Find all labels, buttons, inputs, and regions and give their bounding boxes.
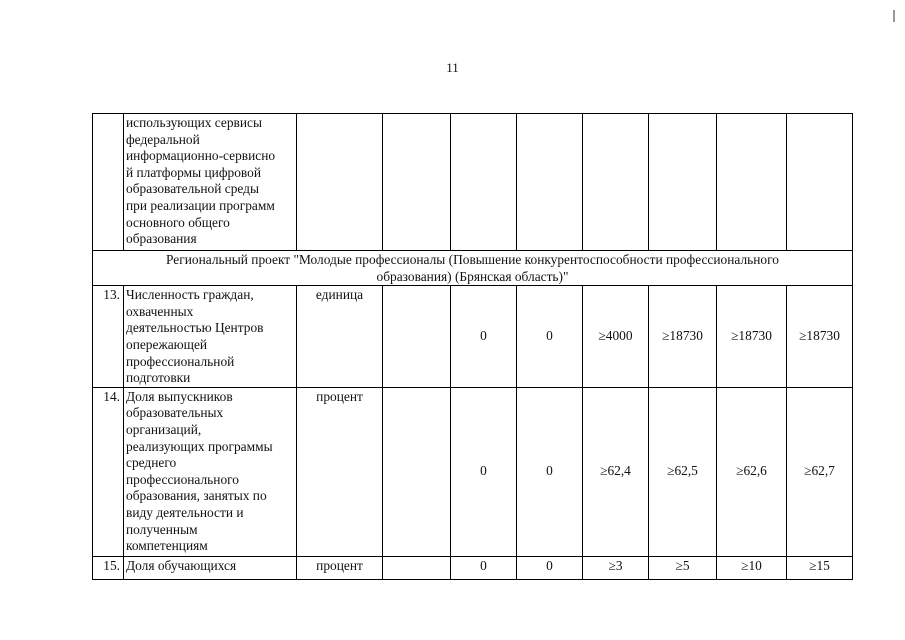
value-cell — [517, 114, 583, 251]
value-cell: ≥18730 — [787, 286, 853, 388]
section-title-line-1: Региональный проект "Молодые профессионалы (Повышение конкурентоспособности профессионального — [166, 252, 779, 267]
section-header-cell — [93, 251, 853, 286]
unit-cell: единица — [297, 286, 383, 388]
value-cell: ≥3 — [583, 556, 649, 579]
value-cell: 0 — [517, 387, 583, 556]
table-row — [93, 286, 853, 388]
value-cell: 0 — [451, 387, 517, 556]
unit-cell — [297, 114, 383, 251]
label-line: Доля выпускников — [126, 388, 233, 404]
table-row — [93, 556, 853, 579]
indicator-name-cell — [124, 556, 297, 579]
section-header-row — [93, 251, 853, 286]
value-cell: 0 — [451, 286, 517, 388]
value-cell: 0 — [451, 556, 517, 579]
row-number-cell: 13. — [93, 286, 124, 388]
value-cell — [583, 114, 649, 251]
label-line: виду деятельности и — [126, 504, 244, 520]
label-line: компетенциям — [126, 538, 208, 554]
value-cell: ≥18730 — [649, 286, 717, 388]
label-line: информационно-сервисно — [126, 148, 276, 164]
label-line: подготовки — [126, 370, 191, 386]
indicator-name-cell — [124, 387, 297, 556]
label-line: реализующих программы — [126, 438, 273, 454]
label-line: образовательной среды — [126, 181, 259, 197]
section-title-line-2: образования) (Брянская область)" — [376, 268, 569, 284]
label-line: образования, занятых по — [126, 488, 267, 504]
value-cell — [649, 114, 717, 251]
value-cell: ≥62,6 — [717, 387, 787, 556]
value-cell: ≥15 — [787, 556, 853, 579]
value-cell: 0 — [517, 556, 583, 579]
row-number-cell — [93, 114, 124, 251]
value-cell: ≥5 — [649, 556, 717, 579]
value-cell: ≥4000 — [583, 286, 649, 388]
label-line: профессионального — [126, 471, 239, 487]
value-cell — [787, 114, 853, 251]
value-cell: ≥10 — [717, 556, 787, 579]
page-edge-mark — [893, 10, 895, 22]
indicator-name-cell — [124, 114, 297, 251]
label-line: при реализации программ — [126, 197, 275, 213]
label-line: образования — [126, 231, 197, 247]
value-cell: 0 — [517, 286, 583, 388]
label-line: Численность граждан, — [126, 287, 254, 303]
value-cell: ≥62,5 — [649, 387, 717, 556]
label-line: федеральной — [126, 131, 200, 147]
label-line: опережающей — [126, 336, 208, 352]
label-line: охваченных — [126, 303, 194, 319]
label-line: й платформы цифровой — [126, 164, 261, 180]
indicator-table — [92, 113, 853, 580]
value-cell — [451, 114, 517, 251]
label-line: организаций, — [126, 421, 202, 437]
table-row-continued — [93, 114, 853, 251]
label-line: среднего — [126, 455, 177, 471]
label-line: профессиональной — [126, 353, 235, 369]
label-line: образовательных — [126, 405, 224, 421]
page-number: 11 — [446, 60, 459, 75]
label-line: деятельностью Центров — [126, 320, 264, 336]
value-cell — [383, 387, 451, 556]
value-cell: ≥18730 — [717, 286, 787, 388]
unit-cell: процент — [297, 387, 383, 556]
value-cell: ≥62,4 — [583, 387, 649, 556]
value-cell — [383, 556, 451, 579]
label-line: Доля обучающихся — [126, 557, 237, 573]
value-cell: ≥62,7 — [787, 387, 853, 556]
label-line: основного общего — [126, 214, 230, 230]
table-row — [93, 387, 853, 556]
unit-cell: процент — [297, 556, 383, 579]
value-cell — [717, 114, 787, 251]
value-cell — [383, 286, 451, 388]
label-line: полученным — [126, 521, 198, 537]
row-number-cell: 14. — [93, 387, 124, 556]
indicator-name-cell — [124, 286, 297, 388]
value-cell — [383, 114, 451, 251]
label-line: использующих сервисы — [126, 115, 262, 130]
row-number-cell: 15. — [93, 556, 124, 579]
